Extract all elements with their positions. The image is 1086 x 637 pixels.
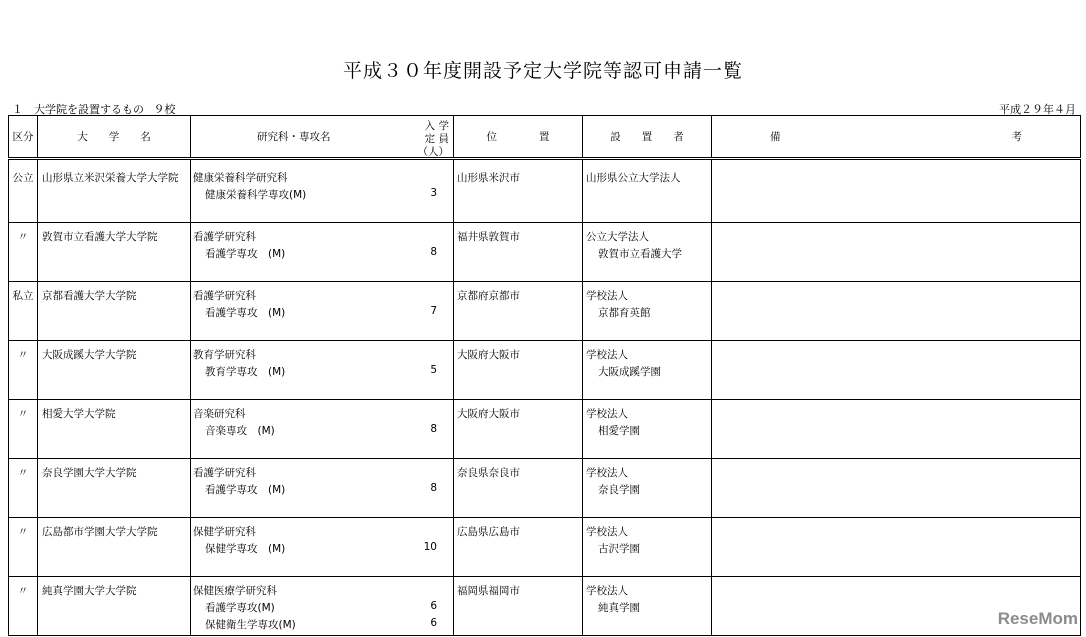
header-quota-2: 定 員 [424, 133, 449, 145]
header-quota-1: 入 学 [424, 120, 449, 132]
section-label: １ 大学院を設置するもの [12, 103, 144, 116]
major-name: 教育学専攻 (M) [205, 366, 286, 378]
cell-faculty [191, 518, 454, 577]
cell-type: 〃 [9, 341, 38, 400]
establisher-line: 学校法人 [586, 408, 628, 420]
page-title: 平成３０年度開設予定大学院等認可申請一覧 [342, 60, 743, 82]
cell-faculty [191, 400, 454, 459]
major-quota: 8 [430, 482, 437, 494]
cell-faculty [191, 159, 454, 223]
header-establisher: 設 置 者 [583, 116, 712, 159]
establisher-line: 学校法人 [586, 349, 628, 361]
cell-establisher [583, 400, 712, 459]
cell-establisher [583, 518, 712, 577]
cell-location: 大阪府大阪市 [454, 341, 583, 400]
section-count: ９校 [153, 103, 176, 116]
establisher-line: 学校法人 [586, 290, 628, 302]
cell-location: 奈良県奈良市 [454, 459, 583, 518]
major-line [193, 617, 453, 632]
major-line [193, 541, 453, 556]
cell-university: 大阪成蹊大学大学院 [38, 341, 191, 400]
cell-remarks [712, 282, 1081, 341]
header-university: 大 学 名 [38, 116, 191, 159]
major-name: 健康栄養科学専攻(M) [205, 189, 307, 201]
major-name: 音楽専攻 (M) [205, 425, 275, 437]
major-line [193, 423, 453, 438]
establisher-line: 京都育英館 [598, 307, 651, 319]
table-header-row [9, 116, 1081, 159]
major-name: 看護学専攻 (M) [205, 307, 286, 319]
cell-university: 広島都市学園大学大学院 [38, 518, 191, 577]
header-remarks [712, 116, 1081, 159]
faculty-name: 保健学研究科 [193, 526, 256, 538]
cell-faculty [191, 223, 454, 282]
cell-type: 私立 [9, 282, 38, 341]
cell-university: 山形県立米沢栄養大学大学院 [38, 159, 191, 223]
faculty-name: 看護学研究科 [193, 231, 256, 243]
cell-type: 公立 [9, 159, 38, 223]
cell-faculty [191, 577, 454, 636]
major-name: 看護学専攻 (M) [205, 484, 286, 496]
establisher-line: 学校法人 [586, 526, 628, 538]
cell-establisher [583, 577, 712, 636]
cell-university: 奈良学園大学大学院 [38, 459, 191, 518]
major-name: 看護学専攻(M) [205, 602, 275, 614]
major-line [193, 600, 453, 615]
major-name: 保健衛生学専攻(M) [205, 619, 296, 631]
faculty-name: 音楽研究科 [193, 408, 246, 420]
major-line [193, 482, 453, 497]
cell-remarks [712, 159, 1081, 223]
faculty-name: 看護学研究科 [193, 467, 256, 479]
establisher-line: 学校法人 [586, 467, 628, 479]
application-table [8, 115, 1081, 636]
table-row [9, 459, 1081, 518]
cell-remarks [712, 518, 1081, 577]
cell-remarks [712, 459, 1081, 518]
table-row [9, 577, 1081, 636]
cell-type: 〃 [9, 577, 38, 636]
cell-location: 福井県敦賀市 [454, 223, 583, 282]
major-line [193, 364, 453, 379]
major-name: 看護学専攻 (M) [205, 248, 286, 260]
establisher-line: 純真学園 [598, 602, 640, 614]
major-quota: 6 [430, 600, 437, 612]
cell-location: 広島県広島市 [454, 518, 583, 577]
cell-remarks [712, 400, 1081, 459]
cell-establisher [583, 159, 712, 223]
cell-university: 京都看護大学大学院 [38, 282, 191, 341]
major-quota: 8 [430, 423, 437, 435]
cell-faculty [191, 459, 454, 518]
resemom-logo: ReseMom [997, 609, 1078, 628]
cell-university: 敦賀市立看護大学大学院 [38, 223, 191, 282]
cell-type: 〃 [9, 223, 38, 282]
major-quota: 5 [430, 364, 437, 376]
establisher-line: 敦賀市立看護大学 [598, 248, 682, 260]
major-line [193, 246, 453, 261]
table-row [9, 223, 1081, 282]
faculty-name: 保健医療学研究科 [193, 585, 277, 597]
cell-location: 京都府京都市 [454, 282, 583, 341]
cell-remarks [712, 341, 1081, 400]
major-quota: 7 [430, 305, 437, 317]
major-line [193, 187, 453, 202]
table-row [9, 159, 1081, 223]
establisher-line: 相愛学園 [598, 425, 640, 437]
cell-remarks [712, 223, 1081, 282]
establisher-line: 奈良学園 [598, 484, 640, 496]
cell-type: 〃 [9, 459, 38, 518]
establisher-line: 古沢学園 [598, 543, 640, 555]
faculty-name: 看護学研究科 [193, 290, 256, 302]
establisher-line: 学校法人 [586, 585, 628, 597]
header-location: 位 置 [454, 116, 583, 159]
establisher-line: 大阪成蹊学園 [598, 366, 661, 378]
header-faculty [191, 116, 454, 159]
major-line [193, 305, 453, 320]
cell-establisher [583, 282, 712, 341]
cell-establisher [583, 459, 712, 518]
cell-type: 〃 [9, 518, 38, 577]
faculty-name: 健康栄養科学研究科 [193, 172, 288, 184]
major-quota: 6 [430, 617, 437, 629]
table-row [9, 282, 1081, 341]
establisher-line: 山形県公立大学法人 [586, 172, 681, 184]
cell-university: 相愛大学大学院 [38, 400, 191, 459]
major-name: 保健学専攻 (M) [205, 543, 286, 555]
table-row [9, 518, 1081, 577]
cell-faculty [191, 282, 454, 341]
header-remarks-right: 考 [1011, 131, 1022, 143]
establisher-line: 公立大学法人 [586, 231, 649, 243]
cell-type: 〃 [9, 400, 38, 459]
header-remarks-left: 備 [770, 131, 781, 143]
table-row [9, 341, 1081, 400]
cell-location: 大阪府大阪市 [454, 400, 583, 459]
cell-establisher [583, 341, 712, 400]
header-faculty-label: 研究科・専攻名 [257, 131, 331, 143]
header-type: 区分 [9, 116, 38, 159]
cell-university: 純真学園大学大学院 [38, 577, 191, 636]
major-quota: 10 [423, 541, 437, 553]
table-row [9, 400, 1081, 459]
faculty-name: 教育学研究科 [193, 349, 256, 361]
cell-establisher [583, 223, 712, 282]
header-quota-3: （人） [417, 146, 449, 158]
cell-location: 山形県米沢市 [454, 159, 583, 223]
major-quota: 8 [430, 246, 437, 258]
cell-location: 福岡県福岡市 [454, 577, 583, 636]
document-date: 平成２９年４月 [999, 103, 1076, 116]
cell-faculty [191, 341, 454, 400]
major-quota: 3 [430, 187, 437, 199]
